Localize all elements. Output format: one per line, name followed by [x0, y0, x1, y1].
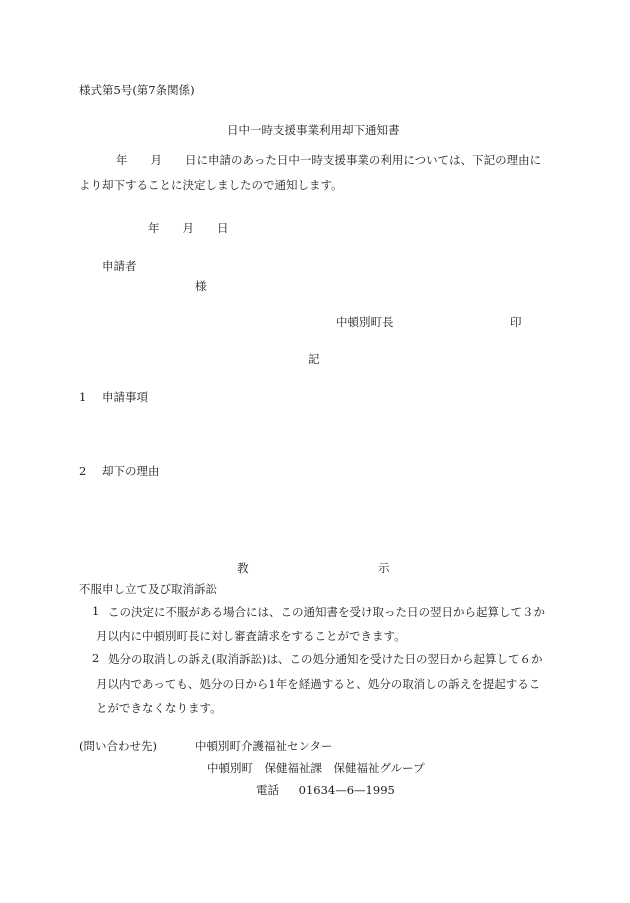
- phone-label: 電話: [256, 783, 279, 797]
- item-number: 2: [79, 464, 87, 478]
- instruction-item-line: 処分の取消しの訴え(取消訴訟)は、この処分通知を受けた日の翌日から起算して６か: [108, 652, 543, 666]
- instruction-item-line: とができなくなります。: [96, 701, 222, 715]
- body-text-line1: 年 月 日に申請のあった日中一時支援事業の利用については、下記の理由に: [116, 153, 542, 167]
- item-number: 1: [79, 390, 87, 404]
- instruction-item-line: 月以内であっても、処分の日から1年を経過すると、処分の取消しの訴えを提起するこ: [96, 677, 541, 691]
- contact-phone: [256, 782, 395, 798]
- instruction-item-line: 月以内に中頓別町長に対し審査請求をすることができます。: [96, 629, 406, 643]
- item-label: 申請事項: [101, 390, 148, 404]
- body-text-line2: より却下することに決定しましたので通知します。: [79, 178, 343, 192]
- notice-date: 年 月 日: [148, 221, 229, 235]
- item-1: [79, 389, 148, 405]
- contact-dept: 中頓別町 保健福祉課 保健福祉グループ: [207, 761, 425, 775]
- item-label: 却下の理由: [101, 464, 160, 478]
- contact-label: (問い合わせ先): [79, 739, 157, 753]
- honorific: 様: [195, 279, 207, 293]
- phone-number: 01634—6—1995: [298, 783, 395, 797]
- instruction-item-number: 2: [92, 651, 100, 665]
- instruction-item-number: 1: [92, 604, 100, 618]
- instruction-item-line: この決定に不服がある場合には、この通知書を受け取った日の翌日から起算して３か: [108, 605, 545, 619]
- ki-heading: 記: [308, 352, 320, 366]
- instruction-heading-1: 教: [237, 561, 249, 575]
- item-2: [79, 463, 159, 479]
- contact-org: 中頓別町介護福祉センター: [195, 739, 333, 753]
- applicant-label: 申請者: [102, 259, 137, 273]
- document-title: 日中一時支援事業利用却下通知書: [227, 123, 400, 137]
- instruction-heading-2: 示: [378, 561, 390, 575]
- instruction-subheading: 不服申し立て及び取消訴訟: [79, 582, 217, 596]
- form-number: 様式第5号(第7条関係): [79, 83, 195, 97]
- seal-mark: 印: [510, 315, 522, 329]
- issuer-name: 中頓別町長: [336, 315, 394, 329]
